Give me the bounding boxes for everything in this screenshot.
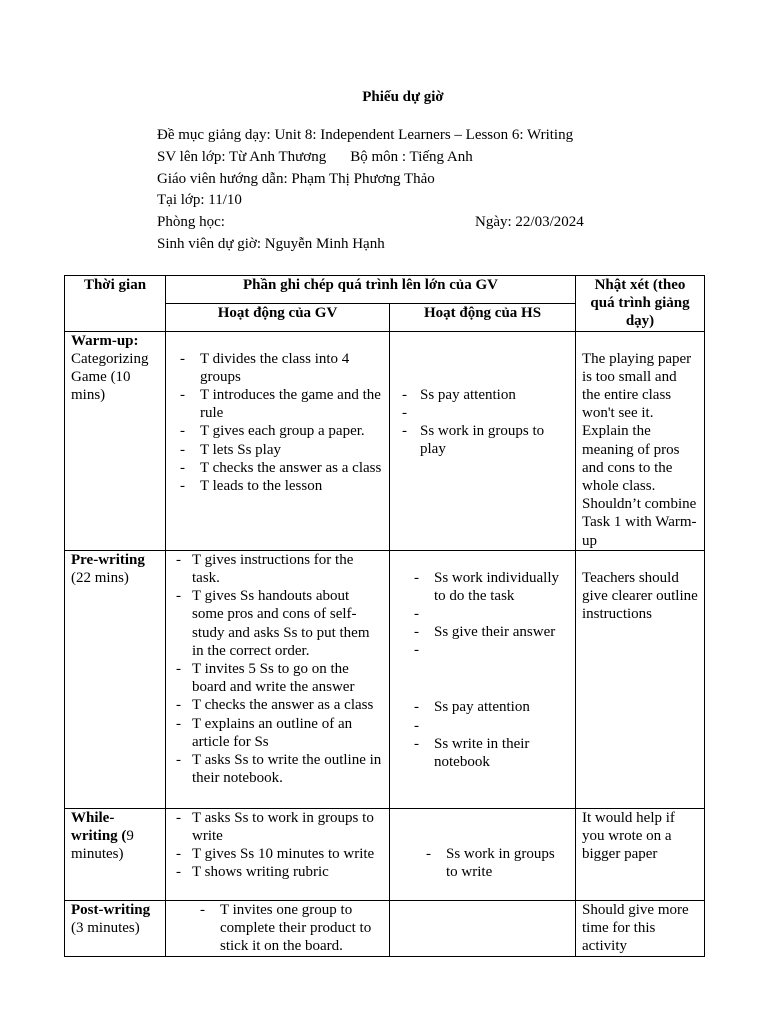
list-item: - T gives Ss handouts about some pros and cons of self-study and asks Ss to put them in the correct order. bbox=[172, 587, 383, 660]
table-row bbox=[65, 900, 705, 956]
header-record: Phần ghi chép quá trình lên lớn của GV bbox=[166, 276, 576, 304]
comment-cell bbox=[576, 550, 705, 808]
table-row bbox=[65, 550, 705, 808]
teacher-activity-cell bbox=[166, 550, 390, 808]
lesson-subject: Đề mục giảng dạy: Unit 8: Independent Learners – Lesson 6: Writing bbox=[157, 127, 574, 143]
stage-cell bbox=[65, 331, 166, 550]
date: Ngày: 22/03/2024 bbox=[475, 214, 584, 231]
list-item: - T shows writing rubric bbox=[172, 863, 383, 881]
comment-cell bbox=[576, 900, 705, 956]
student-activity-cell bbox=[390, 550, 576, 808]
teacher-course-line bbox=[157, 148, 573, 170]
comment-text: Teachers should give clearer outline instructions bbox=[582, 569, 698, 623]
comment-text: It would help if you wrote on a bigger paper bbox=[582, 809, 675, 863]
stage-name: Warm-up: bbox=[71, 332, 139, 349]
list-item: - T gives instructions for the task. bbox=[172, 551, 383, 587]
stage-name: Post-writing bbox=[71, 901, 151, 918]
stage-cell bbox=[65, 808, 166, 900]
list-item: - Ss work individually to do the task bbox=[406, 569, 569, 605]
observer: Sinh viên dự giờ: Nguyễn Minh Hạnh bbox=[157, 235, 385, 252]
mentor: Giáo viên hướng dẫn: Phạm Thị Phương Thảo bbox=[157, 170, 435, 187]
student-activity-cell bbox=[390, 331, 576, 550]
list-item: - T leads to the lesson bbox=[172, 477, 383, 495]
list-item: - Ss pay attention bbox=[396, 386, 569, 404]
list-item: - T gives each group a paper. bbox=[172, 422, 383, 440]
header-comment: Nhật xét (theo quá trình giảng dạy) bbox=[576, 276, 705, 332]
stage-cell bbox=[65, 550, 166, 808]
header-time: Thời gian bbox=[65, 276, 166, 332]
observation-table bbox=[64, 275, 705, 957]
teacher-activity-cell bbox=[166, 900, 390, 956]
lesson-info bbox=[157, 126, 584, 257]
stage-name: While-writing ( bbox=[71, 809, 127, 845]
header-student-activity: Hoạt động của HS bbox=[390, 303, 576, 331]
list-item: - T invites one group to complete their product to stick it on the board. bbox=[192, 901, 383, 956]
stage-name: Pre-writing bbox=[71, 551, 145, 568]
teacher-activity-cell bbox=[166, 808, 390, 900]
teacher-activity-cell bbox=[166, 331, 390, 550]
stage-duration: (22 mins) bbox=[71, 570, 129, 587]
list-item: - T gives Ss 10 minutes to write bbox=[172, 845, 383, 863]
list-item: - Ss pay attention bbox=[406, 698, 569, 716]
stage-cell bbox=[65, 900, 166, 956]
room-date-line bbox=[157, 213, 584, 235]
list-item: - Ss work in groups to write bbox=[418, 845, 569, 881]
comment-cell bbox=[576, 808, 705, 900]
header-teacher-activity: Hoạt động của GV bbox=[166, 303, 390, 331]
stage-duration: Categorizing Game (10 mins) bbox=[71, 350, 149, 404]
list-item: - Ss work in groups to play bbox=[396, 422, 569, 458]
comment-cell bbox=[576, 331, 705, 550]
table-row bbox=[65, 808, 705, 900]
student-teacher: SV lên lớp: Từ Anh Thương bbox=[157, 148, 327, 165]
student-activity-cell bbox=[390, 808, 576, 900]
comment-text: Should give more time for this activity bbox=[582, 901, 689, 955]
page-title: Phiếu dự giờ bbox=[362, 89, 444, 105]
list-item: - T lets Ss play bbox=[172, 441, 383, 459]
list-item: - Ss give their answer bbox=[406, 623, 569, 641]
comment-text: The playing paper is too small and the entire class won't see it. Explain the meaning of pros and cons to the whole class. Shouldn’t combine Task 1 with Warm-up bbox=[582, 350, 697, 549]
stage-duration: (3 minutes) bbox=[71, 920, 140, 937]
list-item: - T invites 5 Ss to go on the board and write the answer bbox=[172, 660, 383, 696]
list-item: - T asks Ss to write the outline in their notebook. bbox=[172, 751, 383, 787]
list-item: - T asks Ss to work in groups to write bbox=[172, 809, 383, 845]
student-activity-cell bbox=[390, 900, 576, 956]
table-row bbox=[65, 331, 705, 550]
room: Phòng học: bbox=[157, 214, 225, 231]
list-item: - T checks the answer as a class bbox=[172, 459, 383, 477]
list-item: - T introduces the game and the rule bbox=[172, 386, 383, 422]
stage-duration: 9 minutes) bbox=[71, 828, 134, 863]
course: Bộ môn : Tiếng Anh bbox=[350, 148, 473, 165]
list-item: - T divides the class into 4 groups bbox=[172, 350, 383, 386]
list-item: - Ss write in their notebook bbox=[406, 735, 569, 771]
header-row bbox=[65, 276, 705, 304]
class: Tại lớp: 11/10 bbox=[157, 192, 242, 209]
list-item: - T checks the answer as a class bbox=[172, 696, 383, 714]
list-item: - T explains an outline of an article for Ss bbox=[172, 715, 383, 751]
